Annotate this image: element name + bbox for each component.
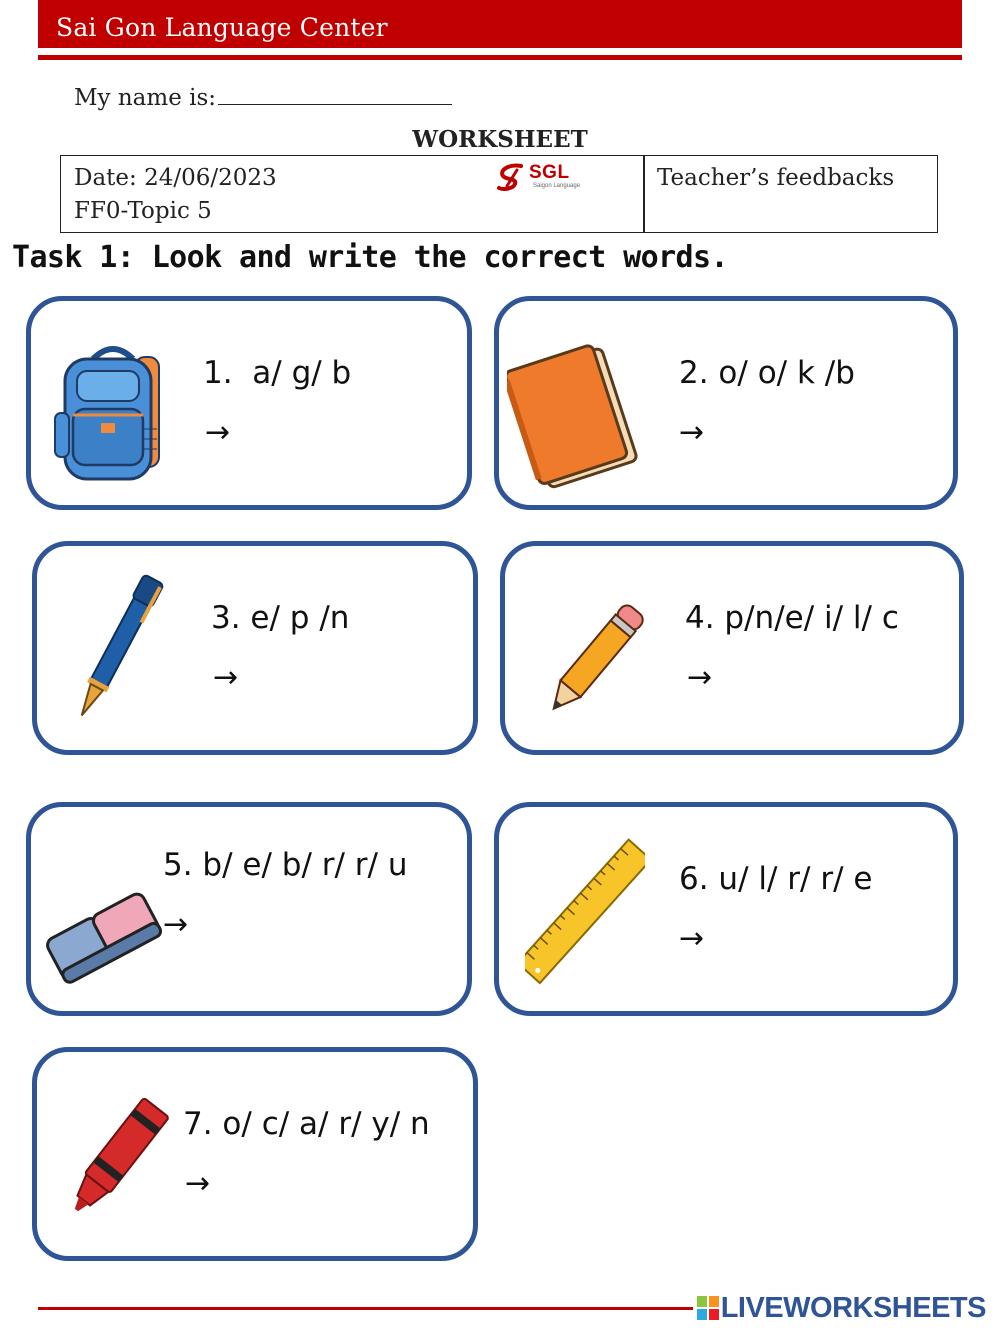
card-7 xyxy=(32,1047,478,1261)
pencil-icon xyxy=(535,596,655,726)
logo-text: SGL xyxy=(529,162,570,183)
card-1 xyxy=(26,296,472,510)
card-6-arrow[interactable]: → xyxy=(679,921,705,956)
eraser-icon xyxy=(39,881,163,993)
card-5-arrow[interactable]: → xyxy=(163,907,189,942)
header-divider xyxy=(38,55,962,60)
crayon-icon xyxy=(57,1088,177,1228)
task-title: Task 1: Look and write the correct words. xyxy=(12,240,728,275)
logo-subtext: Saigon Language xyxy=(533,183,581,189)
worksheet-title: WORKSHEET xyxy=(412,126,588,153)
card-6-prompt: 6. u/ l/ r/ r/ e xyxy=(679,861,873,897)
watermark-text: LIVEWORKSHEETS xyxy=(720,1292,986,1324)
backpack-icon xyxy=(53,339,173,487)
card-3 xyxy=(32,541,478,755)
header-banner xyxy=(38,0,962,48)
sgl-swoosh-icon xyxy=(495,162,529,192)
card-1-prompt: 1. a/ g/ b xyxy=(203,355,352,391)
card-1-arrow[interactable]: → xyxy=(205,415,231,450)
card-3-prompt: 3. e/ p /n xyxy=(211,600,350,636)
card-4-prompt: 4. p/n/e/ i/ l/ c xyxy=(685,600,899,636)
center-name: Sai Gon Language Center xyxy=(56,13,388,42)
card-3-arrow[interactable]: → xyxy=(213,660,239,695)
name-field xyxy=(74,82,452,111)
name-blank[interactable] xyxy=(218,82,452,105)
feedback-label: Teacher’s feedbacks xyxy=(657,165,895,191)
card-6 xyxy=(494,802,958,1016)
card-4-arrow[interactable]: → xyxy=(687,660,713,695)
card-2-arrow[interactable]: → xyxy=(679,415,705,450)
liveworksheets-logo-icon xyxy=(697,1296,719,1320)
card-5-prompt: 5. b/ e/ b/ r/ r/ u xyxy=(163,847,408,883)
info-table xyxy=(60,155,938,233)
date-text: Date: 24/06/2023 xyxy=(74,165,277,191)
card-4 xyxy=(500,541,964,755)
sgl-logo xyxy=(493,160,588,194)
topic-text: FF0-Topic 5 xyxy=(74,198,212,224)
liveworksheets-watermark xyxy=(693,1292,986,1325)
name-label: My name is: xyxy=(74,85,217,111)
card-2-prompt: 2. o/ o/ k /b xyxy=(679,355,855,391)
ruler-icon xyxy=(525,837,645,987)
card-2 xyxy=(494,296,958,510)
card-5 xyxy=(26,802,472,1016)
book-icon xyxy=(507,341,643,491)
pen-icon xyxy=(61,566,171,736)
card-7-arrow[interactable]: → xyxy=(185,1166,211,1201)
card-7-prompt: 7. o/ c/ a/ r/ y/ n xyxy=(183,1106,430,1142)
table-divider xyxy=(643,156,645,232)
